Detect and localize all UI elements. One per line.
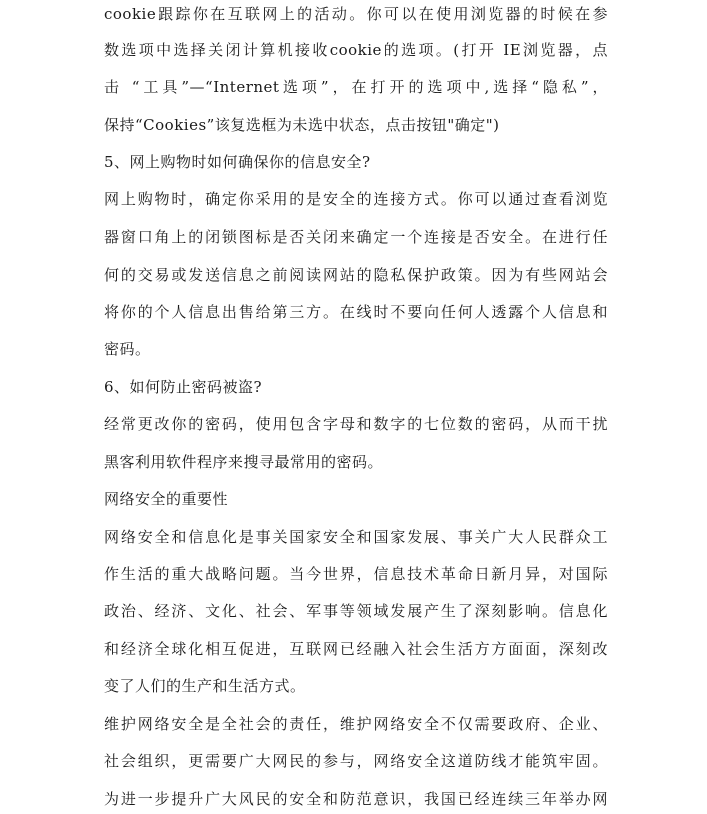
section-heading: 网络安全的重要性 <box>104 490 229 508</box>
text-line: 将你的个人信息出售给第三方。在线时不要向任何人透露个人信息和 <box>104 303 608 321</box>
text-line: cookie跟踪你在互联网上的活动。你可以在使用浏览器的时候在参 <box>104 5 608 23</box>
text-line: 网上购物时，确定你采用的是安全的连接方式。你可以通过查看浏览 <box>104 190 608 208</box>
text-line: 维护网络安全是全社会的责任，维护网络安全不仅需要政府、企业、 <box>104 715 608 733</box>
text-line: 变了人们的生产和生活方式。 <box>104 677 306 695</box>
text-line: 数选项中选择关闭计算机接收cookie的选项。(打开 IE浏览器，点 <box>104 41 608 59</box>
text-line: 击 “工具”—“Internet选项”，在打开的选项中,选择“隐私”， <box>104 78 608 96</box>
text-line: 保持“Cookies”该复选框为未选中状态，点击按钮"确定") <box>104 116 500 134</box>
text-line: 网络安全和信息化是事关国家安全和国家发展、事关广大人民群众工 <box>104 528 608 546</box>
text-line: 黑客利用软件程序来搜寻最常用的密码。 <box>104 453 384 471</box>
document-page <box>104 0 608 814</box>
text-line: 政治、经济、文化、社会、军事等领域发展产生了深刻影响。信息化 <box>104 602 608 620</box>
text-line: 器窗口角上的闭锁图标是否关闭来确定一个连接是否安全。在进行任 <box>104 228 608 246</box>
text-line: 何的交易或发送信息之前阅读网站的隐私保护政策。因为有些网站会 <box>104 266 608 284</box>
text-line: 经常更改你的密码，使用包含字母和数字的七位数的密码，从而干扰 <box>104 415 608 433</box>
question-heading: 6、如何防止密码被盗? <box>104 378 263 396</box>
text-line: 作生活的重大战略问题。当今世界，信息技术革命日新月异，对国际 <box>104 565 608 583</box>
question-heading: 5、网上购物时如何确保你的信息安全? <box>104 153 371 171</box>
text-line: 为进一步提升广大风民的安全和防范意识，我国已经连续三年举办网 <box>104 790 608 808</box>
text-line: 密码。 <box>104 340 151 358</box>
text-line: 社会组织，更需要广大网民的参与，网络安全这道防线才能筑牢固。 <box>104 752 608 770</box>
text-line: 和经济全球化相互促进，互联网已经融入社会生活方方面面，深刻改 <box>104 640 608 658</box>
